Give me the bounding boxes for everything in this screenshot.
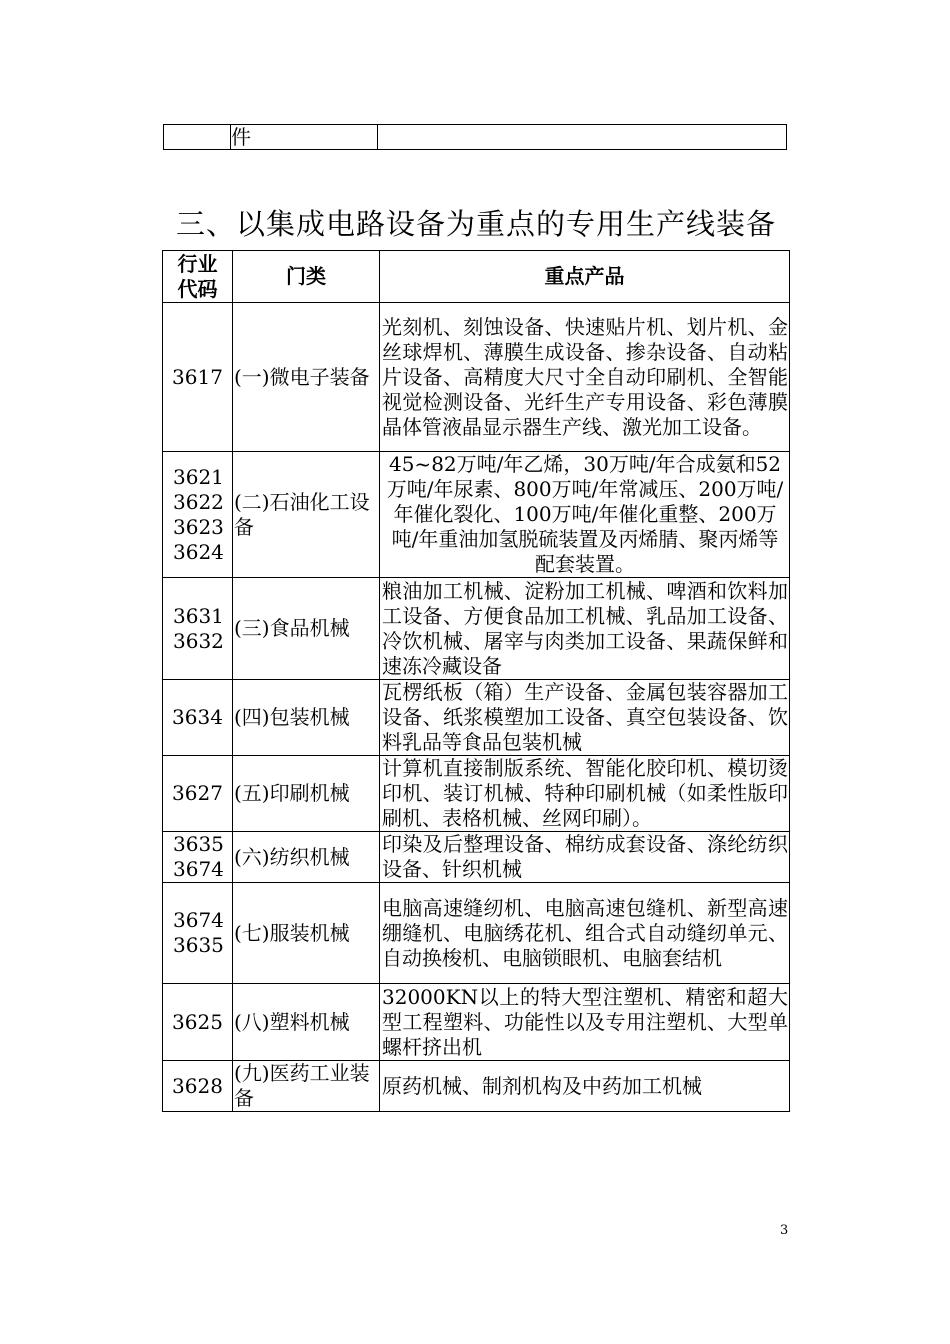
table-row xyxy=(163,1061,790,1112)
row-category: (四)包装机械 xyxy=(233,680,380,756)
table-row xyxy=(163,883,790,984)
continuation-table xyxy=(163,124,787,150)
table-row xyxy=(163,832,790,883)
row-code: 3617 xyxy=(163,303,233,452)
row-code: 3625 xyxy=(163,984,233,1061)
row-category: (五)印刷机械 xyxy=(233,756,380,832)
row-category: (八)塑料机械 xyxy=(233,984,380,1061)
row-products: 计算机直接制版系统、智能化胶印机、模切烫印机、装订机械、特种印刷机械（如柔性版印刷机、表格机械、丝网印刷）。 xyxy=(380,756,790,832)
row-products: 32000KN以上的特大型注塑机、精密和超大型工程塑料、功能性以及专用注塑机、大型单螺杆挤出机 xyxy=(380,984,790,1061)
equipment-table xyxy=(162,250,790,1112)
section-title: 三、以集成电路设备为重点的专用生产线装备 xyxy=(175,207,776,241)
table-cell: 件 xyxy=(231,125,378,150)
header-products: 重点产品 xyxy=(380,251,790,303)
table-cell xyxy=(378,125,787,150)
row-code: 3634 xyxy=(163,680,233,756)
row-category: (一)微电子装备 xyxy=(233,303,380,452)
page-number: 3 xyxy=(780,1223,789,1238)
row-products: 光刻机、刻蚀设备、快速贴片机、划片机、金丝球焊机、薄膜生成设备、掺杂设备、自动粘片设备、高精度大尺寸全自动印刷机、全智能视觉检测设备、光纤生产专用设备、彩色薄膜晶体管液晶显示器生产线、激光加工设备。 xyxy=(380,303,790,452)
table-row xyxy=(163,984,790,1061)
row-code: 3631 3632 xyxy=(163,578,233,680)
table-row xyxy=(163,303,790,452)
row-code: 3627 xyxy=(163,756,233,832)
row-category: (二)石油化工设备 xyxy=(233,452,380,578)
row-code: 3621 3622 3623 3624 xyxy=(163,452,233,578)
row-products: 印染及后整理设备、棉纺成套设备、涤纶纺织设备、针织机械 xyxy=(380,832,790,883)
row-category: (七)服装机械 xyxy=(233,883,380,984)
row-category: (九)医药工业装备 xyxy=(233,1061,380,1112)
table-cell xyxy=(164,125,231,150)
row-products: 45~82万吨/年乙烯，30万吨/年合成氨和52万吨/年尿素、800万吨/年常减压、200万吨/年催化裂化、100万吨/年催化重整、200万吨/年重油加氢脱硫装置及丙烯腈、聚丙烯等配套装置。 xyxy=(380,452,790,578)
header-code: 行业代码 xyxy=(163,251,233,303)
table-row xyxy=(163,756,790,832)
row-code: 3628 xyxy=(163,1061,233,1112)
table-row xyxy=(164,125,787,150)
row-code: 3674 3635 xyxy=(163,883,233,984)
row-category: (六)纺织机械 xyxy=(233,832,380,883)
row-products: 粮油加工机械、淀粉加工机械、啤酒和饮料加工设备、方便食品加工机械、乳品加工设备、冷饮机械、屠宰与肉类加工设备、果蔬保鲜和速冻冷藏设备 xyxy=(380,578,790,680)
row-category: (三)食品机械 xyxy=(233,578,380,680)
table-row xyxy=(163,452,790,578)
row-products: 电脑高速缝纫机、电脑高速包缝机、新型高速绷缝机、电脑绣花机、组合式自动缝纫单元、自动换梭机、电脑锁眼机、电脑套结机 xyxy=(380,883,790,984)
row-products: 瓦楞纸板（箱）生产设备、金属包装容器加工设备、纸浆模塑加工设备、真空包装设备、饮料乳品等食品包装机械 xyxy=(380,680,790,756)
header-category: 门类 xyxy=(233,251,380,303)
row-code: 3635 3674 xyxy=(163,832,233,883)
table-row xyxy=(163,680,790,756)
table-row xyxy=(163,578,790,680)
row-products: 原药机械、制剂机构及中药加工机械 xyxy=(380,1061,790,1112)
table-header-row xyxy=(163,251,790,303)
